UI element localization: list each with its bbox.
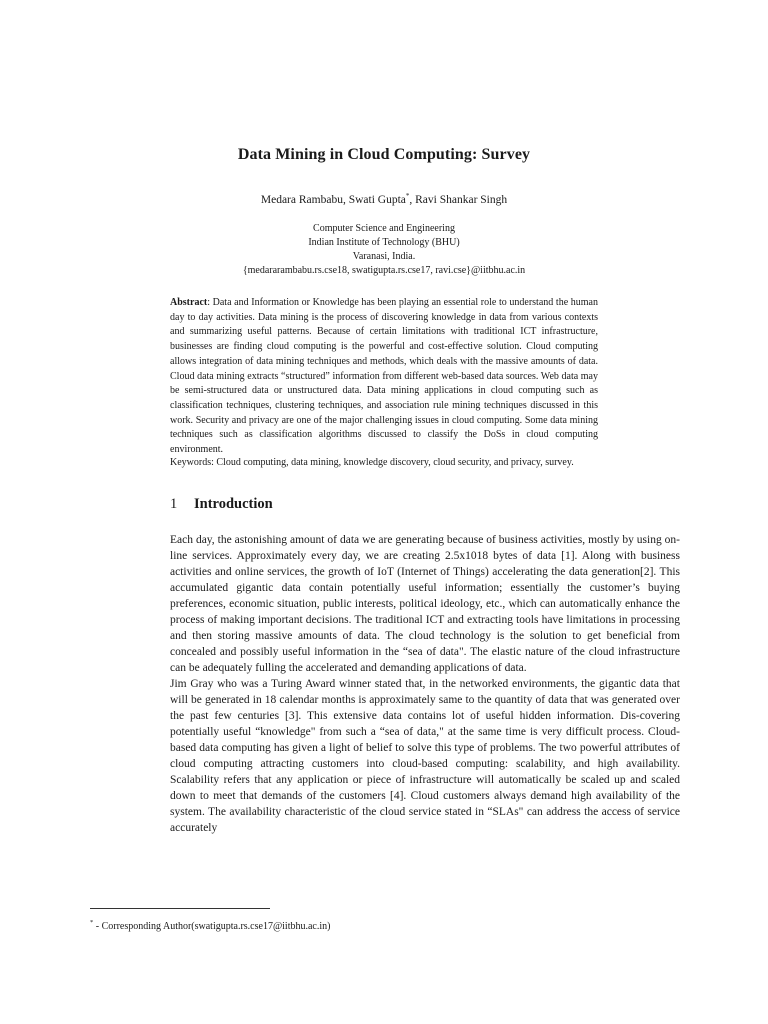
affiliation-department: Computer Science and Engineering (313, 223, 455, 234)
section-heading (170, 496, 610, 513)
abstract-label: Abstract (170, 297, 208, 308)
author-names-rest: , Ravi Shankar Singh (409, 194, 508, 206)
affiliation-emails: {medararambabu.rs.cse18, swatigupta.rs.cse17, ravi.cse}@iitbhu.ac.in (242, 265, 526, 276)
abstract (170, 296, 598, 458)
paper-title: Data Mining in Cloud Computing: Survey (237, 146, 531, 163)
section-body (170, 532, 680, 836)
author-names: Medara Rambabu, Swati Gupta (260, 194, 406, 206)
affiliation-city: Varanasi, India. (352, 251, 416, 262)
section-number: 1 (170, 496, 178, 512)
keywords: Keywords: Cloud computing, data mining, knowledge discovery, cloud security, and privacy, survey. (170, 457, 574, 468)
section-title: Introduction (194, 496, 273, 512)
body-paragraph: Each day, the astonishing amount of data we are generating because of business activities, mostly by using on-line services. Approximately every day, we are creating 2.5x1018 bytes of data [1]. Along with business activities and online services, the growth of IoT (Internet of Things) accelerating the data generation[2]. This accumulated gigantic data contain potentially useful information; essentially the customer’s buying preferences, economic situation, public interests, political ideology, etc., which can automatically enhance the process of making important decisions. The traditional ICT and extracting tools have limitations in processing and then storing massive amounts of data. The cloud technology is the solution to get beneficial from concealed and possibly useful information in the “sea of data". The elastic nature of the cloud infrastructure can be adequately fulling the accelerated and demanding applications of data. (170, 534, 680, 674)
author-list (0, 192, 768, 206)
corresponding-author-mark: * (405, 192, 410, 200)
footnote-mark: * (90, 919, 94, 926)
abstract-text: : Data and Information or Knowledge has been playing an essential role to understand the human day to day activities. Data mining is the process of discovering knowledge in data from various contexts and summarizing useful patterns. Because of certain limitations with traditional ICT infrastructure, businesses are finding cloud computing is the powerful and cost-effective solution. Cloud computing allows integration of data mining techniques and methods, which deals with the massive amounts of data. Cloud data mining extracts “structured” information from different web-based data sources. Web data may be semi-structured data or unstructured data. Data mining applications in cloud computing such as classification techniques, clustering techniques, and association rule mining techniques discussed in this work. Security and privacy are one of the major challenging issues in cloud computing. Some data mining techniques such as classification algorithms discussed to classify the DoSs in cloud computing environment. (170, 297, 598, 456)
body-paragraph: Jim Gray who was a Turing Award winner stated that, in the networked environments, the gigantic data that will be generated in 18 calendar months is approximately same to the quantity of data that was generated over the past few centuries [3]. This extensive data contains lot of useful hidden information. Dis-covering potentially useful “knowledge" from such a “sea of data," at the same time is very difficult process. Cloud-based data computing has given a light of belief to solve this type of problems. The two powerful attributes of cloud computing attracting customers into cloud-based computing: scalability, and high availability. Scalability refers that any application or piece of infrastructure will automatically be scaled up and scaled down to meet that demands of the customers [4]. Cloud customers always demand high availability of the system. The availability characteristic of the cloud service stated in “SLAs" can address the access of service accurately (170, 678, 680, 834)
footnote-divider (90, 908, 270, 909)
affiliation-institute: Indian Institute of Technology (BHU) (308, 237, 460, 248)
affiliation-block (0, 222, 768, 278)
footnote (90, 916, 650, 934)
footnote-text: - Corresponding Author(swatigupta.rs.cse17@iitbhu.ac.in) (93, 921, 331, 932)
